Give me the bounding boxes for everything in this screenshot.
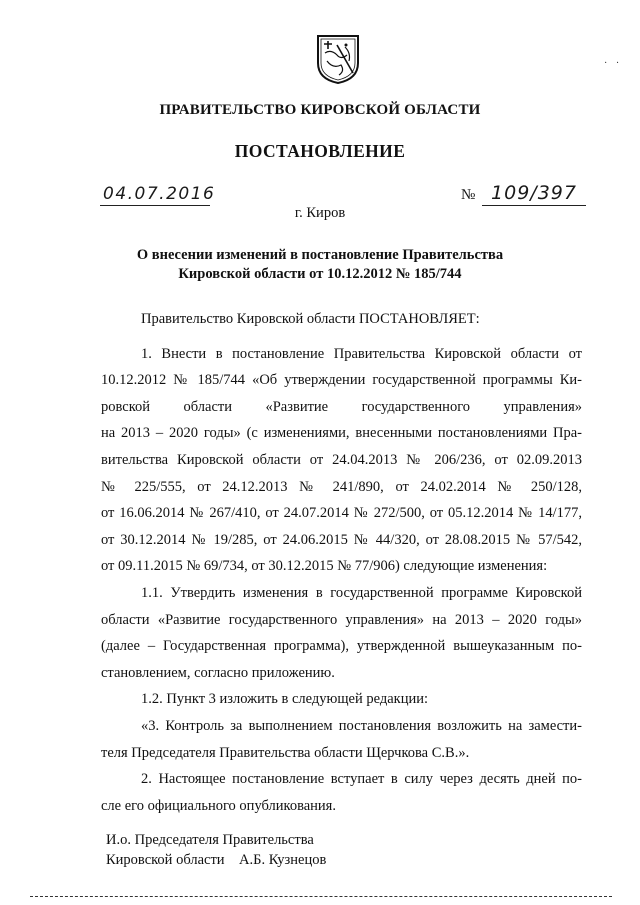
document-type: ПОСТАНОВЛЕНИЕ [234,141,406,161]
signer-title: И.о. Председателя Правительства [106,832,314,848]
signer-name: Кировской области А.Б. Кузнецов [106,852,327,868]
body-line: 10.12.2012 № 185/744 «Об утверждении государственной программы Ки- [101,372,582,389]
government-title: ПРАВИТЕЛЬСТВО КИРОВСКОЙ ОБЛАСТИ [159,102,481,118]
corner-mark: · · [604,58,623,69]
body-line: ровской области «Развитие государственного управления» [101,398,582,415]
subject-line: Кировской области от 10.12.2012 № 185/744 [178,266,462,282]
paragraph-gap [101,333,582,341]
document-date: 04.07.2016 [103,184,216,204]
body-line: от 30.12.2014 № 19/285, от 24.06.2015 № 44/320, от 28.08.2015 № 57/542, [101,531,582,548]
body-line: становлением, согласно приложению. [101,664,335,681]
body-line: 1.1. Утвердить изменения в государственной программе Кировской [141,584,582,601]
body-line: (далее – Государственная программа), утвержденной вышеуказанным по- [101,638,582,655]
document-number: 109/397 [491,182,577,204]
number-label: № [461,187,476,203]
body-line: сле его официального опубликования. [101,797,336,814]
body-line: «3. Контроль за выполнением постановления возложить на замести- [141,717,582,734]
body-line: 1.2. Пункт 3 изложить в следующей редакции: [141,691,429,708]
body-line: на 2013 – 2020 годы» (с изменениями, внесенными постановлениями Пра- [101,425,582,442]
body-line: области «Развитие государственного управления» на 2013 – 2020 годы» [101,611,582,628]
document-subject [0,246,640,284]
body-line: теля Председателя Правительства области Щерчкова С.В.». [101,744,470,761]
kirov-oblast-coat-of-arms-icon [315,33,361,85]
signature-block [106,830,326,870]
body-line: вительства Кировской области от 24.04.2013 № 206/236, от 02.09.2013 [101,451,582,468]
city: г. Киров [294,205,346,221]
body-line: 2. Настоящее постановление вступает в силу через десять дней по- [141,771,582,788]
bottom-rule [30,896,612,897]
subject-line: О внесении изменений в постановление Правительства [136,247,504,263]
body-line: 1. Внести в постановление Правительства Кировской области от [141,345,582,362]
body-line: от 09.11.2015 № 69/734, от 30.12.2015 № 77/906) следующие изменения: [101,558,548,575]
body-line: Правительство Кировской области ПОСТАНОВЛЯЕТ: [141,311,480,327]
body-line: № 225/555, от 24.12.2013 № 241/890, от 24.02.2014 № 250/128, [101,478,582,495]
body-line: от 16.06.2014 № 267/410, от 24.07.2014 № 272/500, от 05.12.2014 № 14/177, [101,505,582,522]
document-body [101,306,582,819]
